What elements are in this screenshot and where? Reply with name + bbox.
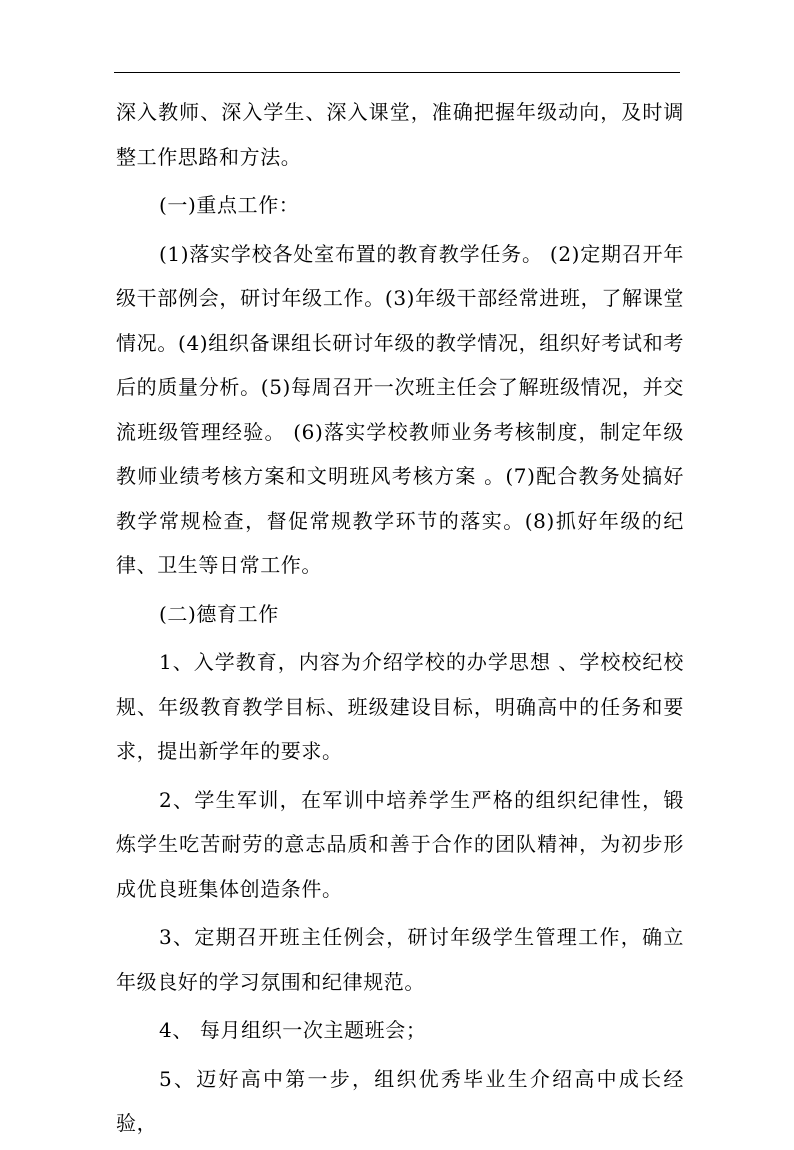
paragraph-item-4: 4、 每月组织一次主题班会； [159, 1018, 427, 1042]
paragraph-item-3: 3、定期召开班主任例会，研讨年级学生管理工作，确立年级良好的学习氛围和纪律规范。 [116, 925, 684, 994]
paragraph-item-5: 5、迈好高中第一步，组织优秀毕业生介绍高中成长经验， [116, 1066, 684, 1135]
document-body [116, 90, 684, 1150]
paragraph-key-work-items: (1)落实学校各处室布置的教育教学任务。 (2)定期召开年级干部例会，研讨年级工作。(3)年级干部经常进班，了解课堂情况。(4)组织备课组长研讨年级的教学情况，组织好考试和考后的质量分析。(5)每周召开一次班主任会了解班级情况，并交流班级管理经验。 (6)落实学校教师业务考核制度，制定年级教师业绩考核方案和文明班风考核方案 。(7)配合教务处搞好教学常规检查，督促常规教学环节的落实。(8)抓好年级的纪律、卫生等日常工作。 [116, 241, 684, 577]
section-heading-key-work: (一)重点工作： [159, 193, 300, 217]
paragraph-1: 深入教师、深入学生、深入课堂，准确把握年级动向，及时调整工作思路和方法。 [116, 100, 684, 169]
header-rule [114, 72, 680, 73]
paragraph-item-1: 1、入学教育，内容为介绍学校的办学思想 、学校校纪校规、年级教育教学目标、班级建设目标，明确高中的任务和要求，提出新学年的要求。 [116, 650, 684, 763]
section-heading-moral-education: (二)德育工作 [159, 601, 279, 626]
paragraph-item-2: 2、学生军训，在军训中培养学生严格的组织纪律性，锻炼学生吃苦耐劳的意志品质和善于合作的团队精神，为初步形成优良班集体创造条件。 [116, 787, 684, 901]
